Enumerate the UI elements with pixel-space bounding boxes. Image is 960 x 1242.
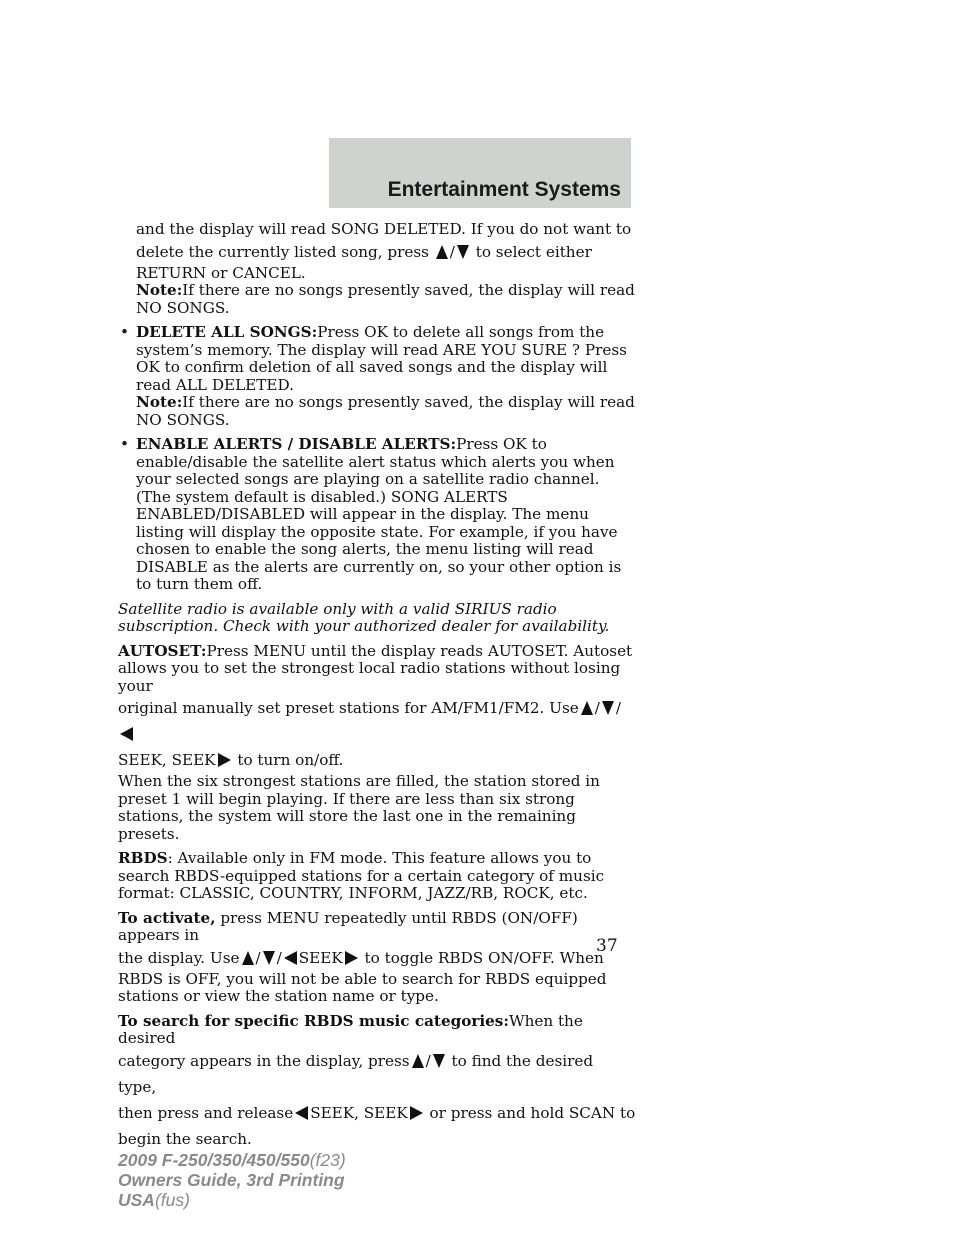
left-triangle-icon [284, 951, 297, 965]
paragraph-song-deleted: and the display will read SONG DELETED. If you do not want to delete the currently listed song, press / to select either RETURN or CANCEL. Note:If there are no songs presently saved, the display will read NO SONGS. [136, 220, 635, 317]
footer: 2009 F-250/350/450/550(f23) Owners Guide, 3rd Printing USA(fus) [118, 1150, 346, 1210]
up-triangle-icon [412, 1054, 424, 1068]
up-triangle-icon [436, 245, 448, 259]
bullet-delete-all-songs: • DELETE ALL SONGS:Press OK to delete all songs from the system’s memory. The display will read ARE YOU SURE ? Press OK to confirm deletion of all saved songs and the display will read ALL DELETED. Note:If there are no songs presently saved, the display will read NO SONGS. [120, 323, 635, 429]
up-triangle-icon [242, 951, 254, 965]
left-triangle-icon [295, 1106, 308, 1120]
section-title: Entertainment Systems [387, 178, 621, 201]
left-triangle-icon [120, 727, 133, 741]
bullet-marker: • [120, 435, 129, 453]
down-triangle-icon [602, 701, 614, 715]
note: Note:If there are no songs presently saved, the display will read NO SONGS. [136, 393, 635, 429]
header-band [329, 138, 631, 208]
right-triangle-icon [345, 951, 358, 965]
right-triangle-icon [218, 753, 231, 767]
paragraph-search: To search for specific RBDS music categories:When the desired category appears in the display, press / to find the desired type, then press and release SEEK, SEEK or press and hold SCAN to begin the search. [118, 1011, 636, 1148]
paragraph-autoset: AUTOSET:Press MENU until the display reads AUTOSET. Autoset allows you to set the strongest local radio stations without losing your original manually set preset stations for AM/FM1/FM2. Use / / SEEK, SEEK to turn on/off. When the six strongest stations are filled, the station stored in preset 1 will begin playing. If there are less than six strong stations, the system will store the last one in the remaining presets. [118, 641, 633, 843]
paragraph-activate: To activate, press MENU repeatedly until RBDS (ON/OFF) appears in the display. Use / / SEEK to toggle RBDS ON/OFF. When RBDS is OFF, you will not be able to search for RBDS equipped stations or view the station name or type. [118, 908, 607, 1005]
page-content [118, 221, 636, 1152]
paragraph-rbds: RBDS: Available only in FM mode. This feature allows you to search RBDS-equipped stations for a certain category of music format: CLASSIC, COUNTRY, INFORM, JAZZ/RB, ROCK, etc. [118, 849, 605, 902]
bullet-marker: • [120, 323, 129, 341]
right-triangle-icon [410, 1106, 423, 1120]
note: Note:If there are no songs presently saved, the display will read NO SONGS. [136, 281, 635, 317]
down-triangle-icon [263, 951, 275, 965]
up-triangle-icon [581, 701, 593, 715]
down-triangle-icon [433, 1054, 445, 1068]
down-triangle-icon [457, 245, 469, 259]
bullet-enable-alerts: • ENABLE ALERTS / DISABLE ALERTS:Press OK to enable/disable the satellite alert status which alerts you when your selected songs are playing on a satellite radio channel. (The system default is disabled.) SONG ALERTS ENABLED/DISABLED will appear in the display. The menu listing will display the opposite state. For example, if you have chosen to enable the song alerts, the menu listing will read DISABLE as the alerts are currently on, so your other option is to turn them off. [120, 435, 622, 593]
satellite-note: Satellite radio is available only with a valid SIRIUS radio subscription. Check with your authorized dealer for availability. [118, 599, 610, 635]
page-number: 37 [596, 936, 618, 956]
